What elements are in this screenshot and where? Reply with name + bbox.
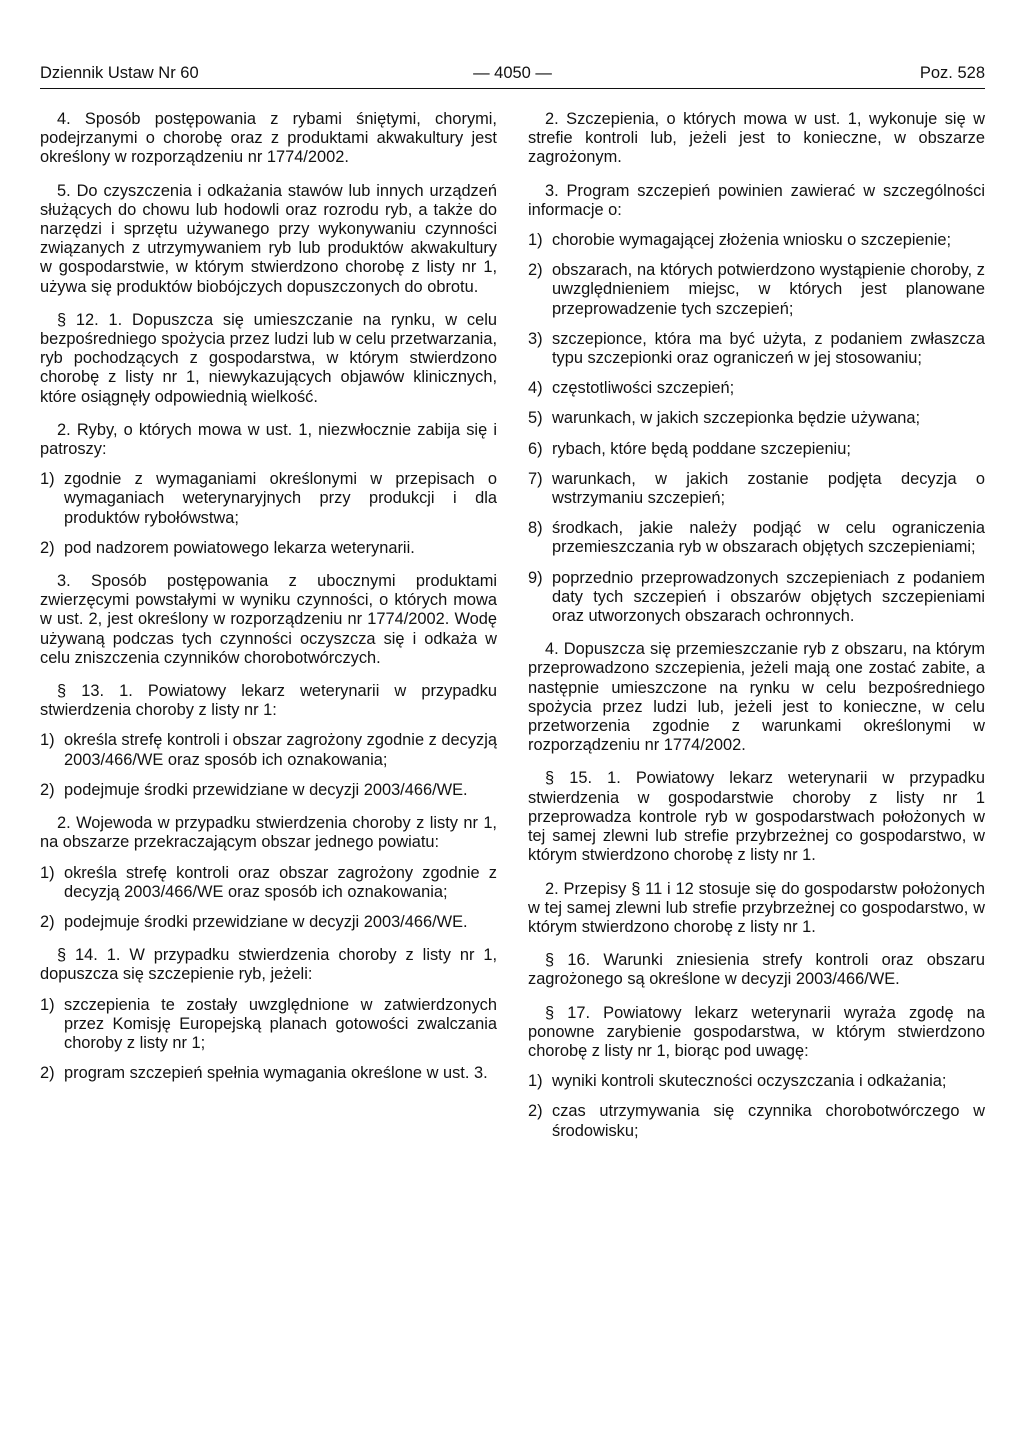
list-item-number: 1)	[528, 1072, 543, 1091]
list-item-text: podejmuje środki przewidziane w decyzji 2003/466/WE.	[64, 780, 468, 799]
list-item-text: chorobie wymagającej złożenia wniosku o szczepienie;	[552, 231, 952, 250]
list-item-text: szczepionce, która ma być użyta, z podaniem zwłaszcza typu szczepionki oraz ograniczeń w jej stosowaniu;	[552, 329, 985, 368]
list-item-number: 6)	[528, 439, 543, 458]
list-item-number: 7)	[528, 469, 543, 488]
list-item	[40, 996, 497, 1054]
page-header	[40, 62, 985, 89]
section-14-4: 4. Dopuszcza się przemieszczanie ryb z obszaru, na którym przeprowadzono szczepienia, jeżeli mają one zostać zabite, a następnie umieszczone na rynku w celu bezpośredniego spożycia przez ludzi lub, jeżeli jest to konieczne, w celu przetworzenia zgodnie z warunkami określonymi w rozporządzeniu nr 1774/2002.	[528, 640, 985, 755]
list-item	[40, 470, 497, 528]
page-number: — 4050 —	[473, 64, 552, 82]
position-number: Poz. 528	[919, 64, 985, 82]
list-item	[528, 379, 985, 398]
list-item	[528, 1072, 985, 1091]
list-item	[528, 1102, 985, 1140]
list-item-text: szczepienia te zostały uwzględnione w zatwierdzonych przez Komisję Europejską planach gotowości zwalczania choroby z listy nr 1;	[64, 995, 497, 1052]
list-item-number: 1)	[528, 231, 543, 250]
section-15-2: 2. Przepisy § 11 i 12 stosuje się do gospodarstw położonych w tej samej zlewni lub strefie przybrzeżnej co gospodarstwo, w którym stwierdzono chorobę z listy nr 1.	[528, 879, 985, 936]
section-12-3: 3. Sposób postępowania z ubocznymi produktami zwierzęcymi powstałymi w wyniku czynności, o których mowa w ust. 2, jest określony w rozporządzeniu nr 1774/2002. Wodę używaną podczas tych czynności oczyszcza się i odkaża w celu zniszczenia czynników chorobotwórczych.	[40, 572, 497, 667]
section-14-1: § 14. 1. W przypadku stwierdzenia choroby z listy nr 1, dopuszcza się szczepienie ryb, jeżeli:	[40, 946, 497, 984]
section-12-2: 2. Ryby, o których mowa w ust. 1, niezwłocznie zabija się i patroszy:	[40, 420, 497, 459]
list-item-text: program szczepień spełnia wymagania określone w ust. 3.	[64, 1064, 488, 1083]
list-item-text: poprzednio przeprowadzonych szczepieniach z podaniem daty tych szczepień i obszarów objętych szczepieniami oraz utworzonych obszarach ochronnych.	[552, 568, 985, 626]
paragraph-4: 4. Sposób postępowania z rybami śniętymi, chorymi, podejrzanymi o chorobę oraz z produktami akwakultury jest określony w rozporządzeniu nr 1774/2002.	[40, 110, 497, 167]
list-item	[40, 1064, 497, 1083]
list-item	[528, 231, 985, 250]
list-item	[528, 440, 985, 459]
paragraph-5: 5. Do czyszczenia i odkażania stawów lub innych urządzeń służących do chowu lub hodowli oraz rozrodu ryb, a także do narzędzi i sprzętu używanego przy wykonywaniu czynności związanych z utrzymywaniem ryb lub produktów akwakultury w gospodarstwie, w którym stwierdzono chorobę z listy nr 1, używa się produktów biobójczych dopuszczonych do obrotu.	[40, 181, 497, 296]
list-item-text: określa strefę kontroli i obszar zagrożony zgodnie z decyzją 2003/466/WE oraz sposób ich oznakowania;	[64, 731, 497, 769]
section-17: § 17. Powiatowy lekarz weterynarii wyraża zgodę na ponowne zarybienie gospodarstwa, w którym stwierdzono chorobę z listy nr 1, biorąc pod uwagę:	[528, 1003, 985, 1060]
list-item-text: czas utrzymywania się czynnika chorobotwórczego w środowisku;	[552, 1102, 985, 1140]
list-item-number: 2)	[528, 261, 543, 280]
list-item-number: 2)	[528, 1102, 543, 1121]
list-item-text: środkach, jakie należy podjąć w celu ograniczenia przemieszczania ryb w obszarach objętych szczepieniami;	[552, 519, 985, 557]
list-item	[40, 913, 497, 932]
list-item	[528, 261, 985, 319]
list-item-number: 8)	[528, 519, 543, 538]
list-item	[40, 864, 497, 902]
list-item-text: obszarach, na których potwierdzono wystąpienie choroby, z uwzględnieniem miejsc, w których jest planowane przeprowadzenie tych szczepień;	[552, 261, 985, 318]
list-item-number: 3)	[528, 329, 543, 348]
list-item-text: warunkach, w jakich szczepionka będzie używana;	[552, 409, 921, 428]
list-item-text: określa strefę kontroli oraz obszar zagrożony zgodnie z decyzją 2003/466/WE oraz sposób ich oznakowania;	[64, 863, 497, 901]
list-item	[528, 330, 985, 368]
list-item-text: warunkach, w jakich zostanie podjęta decyzja o wstrzymaniu szczepień;	[552, 469, 985, 508]
list-item-text: zgodnie z wymaganiami określonymi w przepisach o wymaganiach weterynaryjnych przy produkcji i dla produktów rybołówstwa;	[64, 470, 497, 527]
list-item-text: wyniki kontroli skuteczności oczyszczania i odkażania;	[552, 1072, 947, 1091]
list-item-text: pod nadzorem powiatowego lekarza weterynarii.	[64, 538, 415, 557]
section-15-1: § 15. 1. Powiatowy lekarz weterynarii w przypadku stwierdzenia w gospodarstwie choroby z listy nr 1 przeprowadza kontrole ryb w gospodarstwach położonych w tej samej zlewni lub strefie przybrzeżnej co gospodarstwo, w którym stwierdzono chorobę z listy nr 1.	[528, 769, 985, 865]
list-item-number: 5)	[528, 409, 543, 428]
list-item-number: 2)	[40, 1064, 55, 1083]
list-item	[40, 539, 497, 558]
list-item	[528, 569, 985, 627]
list-item-text: częstotliwości szczepień;	[552, 379, 735, 398]
section-12-1: § 12. 1. Dopuszcza się umieszczanie na rynku, w celu bezpośredniego spożycia przez ludzi lub w celu przetwarzania, ryb pochodzących z gospodarstwa, w którym stwierdzono chorobę z listy nr 1, niewykazujących objawów klinicznych, które osiągnęły odpowiednią wielkość.	[40, 310, 497, 406]
list-item-number: 1)	[40, 731, 55, 750]
section-14-3: 3. Program szczepień powinien zawierać w szczególności informacje o:	[528, 181, 985, 219]
list-item-number: 2)	[40, 780, 55, 799]
list-item-number: 1)	[40, 995, 55, 1014]
list-item	[528, 470, 985, 508]
section-13-2: 2. Wojewoda w przypadku stwierdzenia choroby z listy nr 1, na obszarze przekraczającym obszar jednego powiatu:	[40, 814, 497, 852]
section-13-1: § 13. 1. Powiatowy lekarz weterynarii w przypadku stwierdzenia choroby z listy nr 1:	[40, 682, 497, 720]
journal-title: Dziennik Ustaw Nr 60	[40, 64, 199, 82]
left-column	[40, 110, 497, 1094]
list-item-text: podejmuje środki przewidziane w decyzji 2003/466/WE.	[64, 912, 468, 931]
list-item-number: 4)	[528, 379, 543, 398]
list-item	[528, 409, 985, 428]
list-item-number: 1)	[40, 470, 55, 489]
list-item-number: 1)	[40, 863, 55, 882]
list-item-text: rybach, które będą poddane szczepieniu;	[552, 439, 851, 458]
list-item	[40, 731, 497, 769]
list-item-number: 2)	[40, 912, 55, 931]
list-item-number: 9)	[528, 568, 543, 587]
list-item	[40, 781, 497, 800]
section-16: § 16. Warunki zniesienia strefy kontroli oraz obszaru zagrożonego są określone w decyzji 2003/466/WE.	[528, 951, 985, 989]
list-item-number: 2)	[40, 538, 55, 557]
section-14-2: 2. Szczepienia, o których mowa w ust. 1, wykonuje się w strefie kontroli lub, jeżeli jest to konieczne, w obszarze zagrożonym.	[528, 110, 985, 167]
right-column	[528, 110, 985, 1152]
list-item	[528, 519, 985, 557]
